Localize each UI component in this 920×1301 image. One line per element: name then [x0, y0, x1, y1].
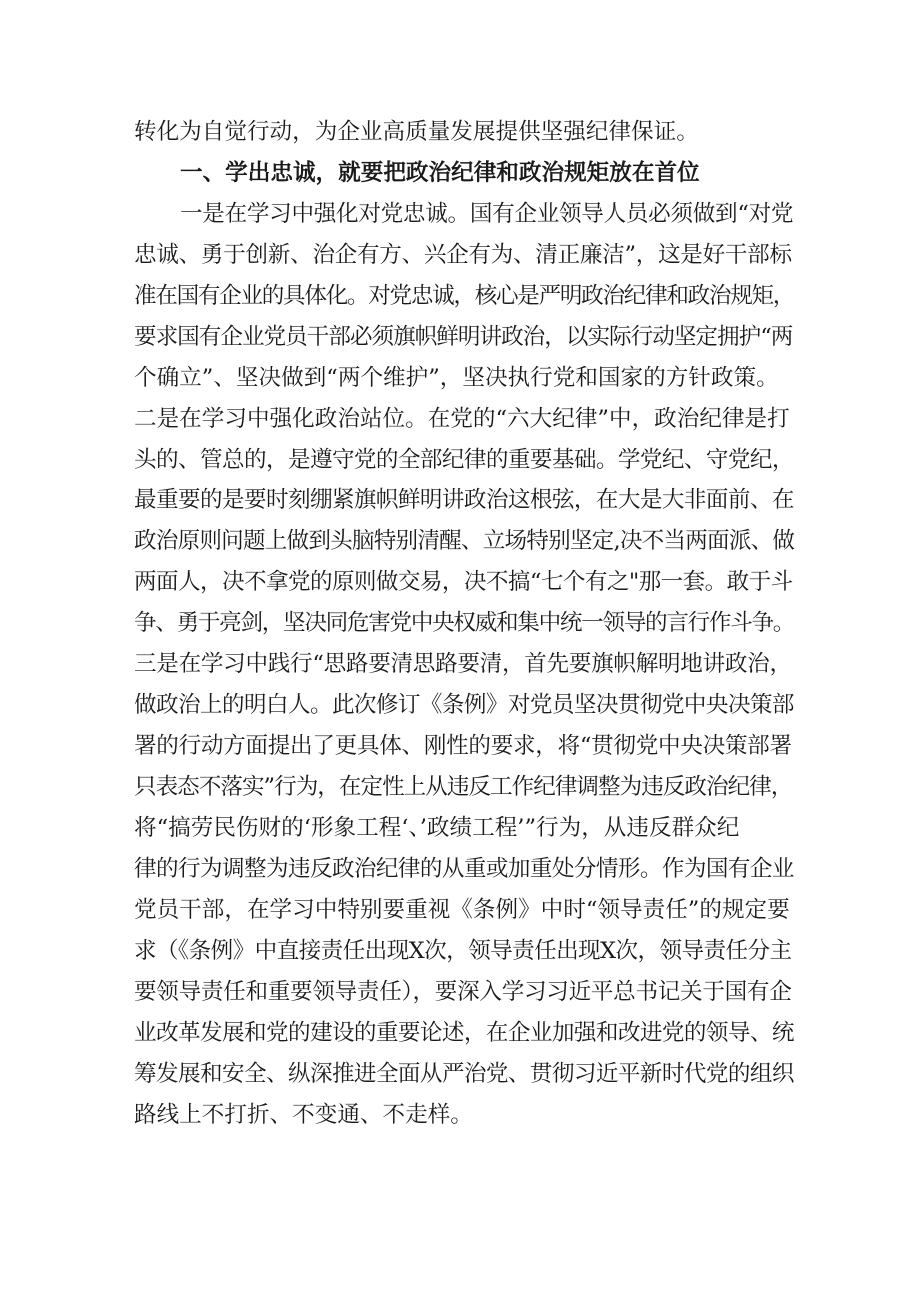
text-line: 一是在学习中强化对党忠诚。国有企业领导人员必须做到“对党	[180, 200, 794, 227]
text-line: 将“搞劳民伤财的‘形象工程‘、’政绩工程’”行为，从违反群众纪	[134, 814, 740, 841]
text-line: 忠诚、勇于创新、治企有方、兴企有为、清正廉洁”，这是好干部标	[134, 241, 792, 268]
text-line: 头的、管总的，是遵守党的全部纪律的重要基础。学党纪、守党纪，	[134, 446, 794, 473]
text-line: 争、勇于亮剑，坚决同危害党中央权威和集中统一领导的言行作斗争。	[134, 610, 795, 637]
text-line: 求（《条例》中直接责任出现X次，领导责任出现X次，领导责任分主	[134, 937, 792, 964]
text-line: 三是在学习中践行“思路要清思路要清，首先要旗帜解明地讲政治，	[134, 651, 792, 678]
text-line: 只表态不落实”行为，在定性上从违反工作纪律调整为违反政治纪律，	[134, 774, 793, 800]
text-line: 筹发展和安全、纵深推进全面从严治党、贯彻习近平新时代党的组织	[134, 1060, 794, 1087]
text-line: 两面人，决不拿党的原则做交易，决不搞“七个有之"那一套。敢于斗	[134, 569, 793, 596]
text-line: 署的行动方面提出了更具体、刚性的要求，将“贯彻党中央决策部署	[134, 733, 792, 760]
text-line: 业改革发展和党的建设的重要论述，在企业加强和改进党的领导、统	[134, 1019, 794, 1046]
text-line: 最重要的是要时刻绷紧旗帜鲜明讲政治这根弦，在大是大非面前、在	[134, 487, 794, 514]
section-heading: 一、学出忠诚，就要把政治纪律和政治规矩放在首位	[180, 159, 700, 186]
text-line: 要求国有企业党员干部必须旗帜鲜明讲政治，以实际行动坚定拥护“两	[134, 323, 793, 350]
text-line: 要领导责任和重要领导责任），要深入学习习近平总书记关于国有企	[134, 978, 792, 1005]
text-line: 准在国有企业的具体化。对党忠诚，核心是严明政治纪律和政治规矩，	[134, 282, 795, 309]
document-body	[134, 112, 794, 1135]
text-line: 党员干部，在学习中特别要重视《条例》中时“领导责任”的规定要	[134, 896, 790, 923]
text-line: 二是在学习中强化政治站位。在党的“六大纪律”中，政治纪律是打	[134, 405, 790, 432]
text-line: 转化为自觉行动，为企业高质量发展提供坚强纪律保证。	[134, 119, 699, 145]
text-line: 律的行为调整为违反政治纪律的从重或加重处分情形。作为国有企业	[134, 855, 794, 882]
text-line: 政治原则问题上做到头脑特别清醒、立场特别坚定,决不当两面派、做	[134, 528, 795, 555]
text-line: 做政治上的明白人。此次修订《条例》对党员坚决贯彻党中央决策部	[134, 692, 794, 719]
text-line: 个确立”、坚决做到“两个维护”，坚决执行党和国家的方针政策。	[134, 364, 779, 391]
text-line: 路线上不打折、不变通、不走样。	[134, 1101, 473, 1128]
